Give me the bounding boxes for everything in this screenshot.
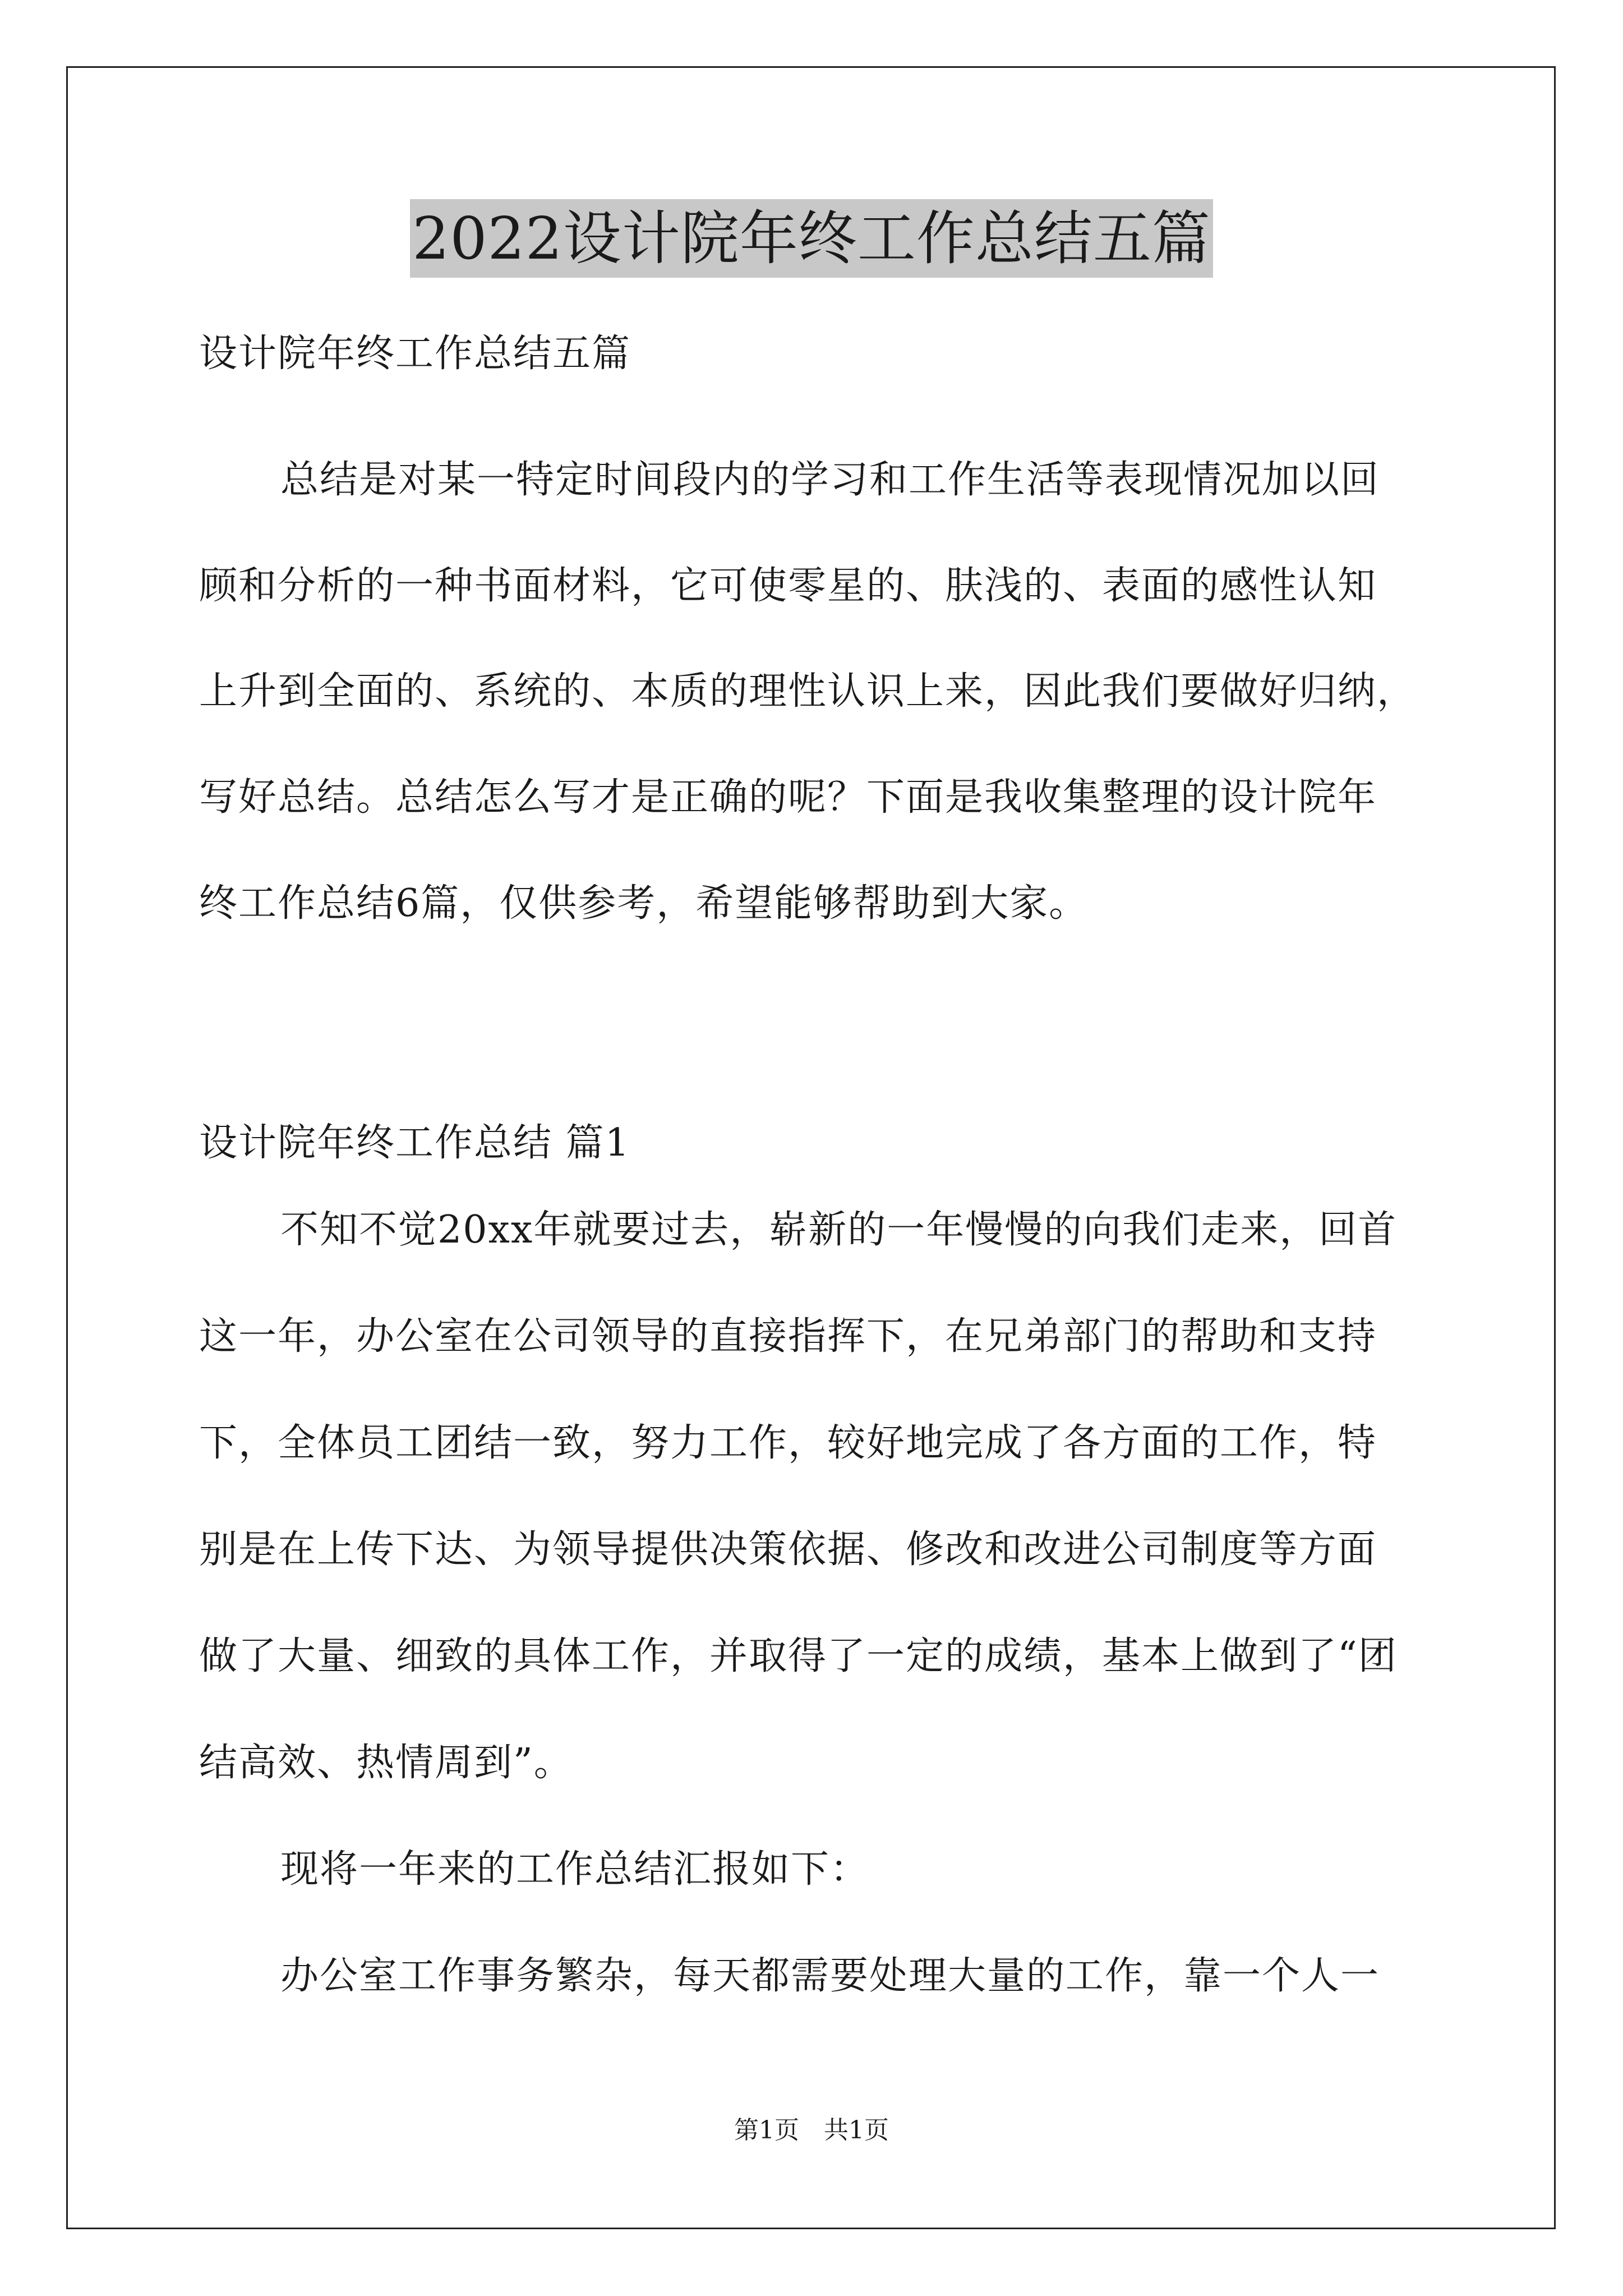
section-1-line-1: 不知不觉20xx年就要过去，崭新的一年慢慢的向我们走来，回首 [280, 1208, 1398, 1252]
document-subtitle: 设计院年终工作总结五篇 [199, 332, 631, 376]
section-1-heading: 设计院年终工作总结 篇1 [199, 1121, 630, 1165]
section-1-line-2: 这一年，办公室在公司领导的直接指挥下，在兄弟部门的帮助和支持 [199, 1314, 1377, 1359]
section-1-line-3: 下，全体员工团结一致，努力工作，较好地完成了各方面的工作，特 [199, 1421, 1377, 1465]
intro-line-3: 上升到全面的、系统的、本质的理性认识上来，因此我们要做好归纳， [199, 669, 1417, 714]
intro-line-1: 总结是对某一特定时间段内的学习和工作生活等表现情况加以回 [280, 458, 1380, 502]
intro-line-2: 顾和分析的一种书面材料，它可使零星的、肤浅的、表面的感性认知 [199, 564, 1377, 608]
section-1-line-5: 做了大量、细致的具体工作，并取得了一定的成绩，基本上做到了“团 [199, 1634, 1398, 1678]
section-1-line-4: 别是在上传下达、为领导提供决策依据、修改和改进公司制度等方面 [199, 1527, 1377, 1572]
intro-line-5: 终工作总结6篇，仅供参考，希望能够帮助到大家。 [199, 881, 1089, 926]
report-line: 现将一年来的工作总结汇报如下： [280, 1847, 870, 1892]
paragraph-start-line: 办公室工作事务繁杂，每天都需要处理大量的工作，靠一个人一 [280, 1954, 1380, 1998]
page-footer: 第1页 共1页 [734, 2116, 889, 2145]
title-container [0, 199, 1623, 278]
intro-line-4: 写好总结。总结怎么写才是正确的呢？下面是我收集整理的设计院年 [199, 775, 1377, 820]
section-1-line-6: 结高效、热情周到”。 [199, 1741, 573, 1785]
document-title: 2022设计院年终工作总结五篇 [410, 199, 1213, 278]
